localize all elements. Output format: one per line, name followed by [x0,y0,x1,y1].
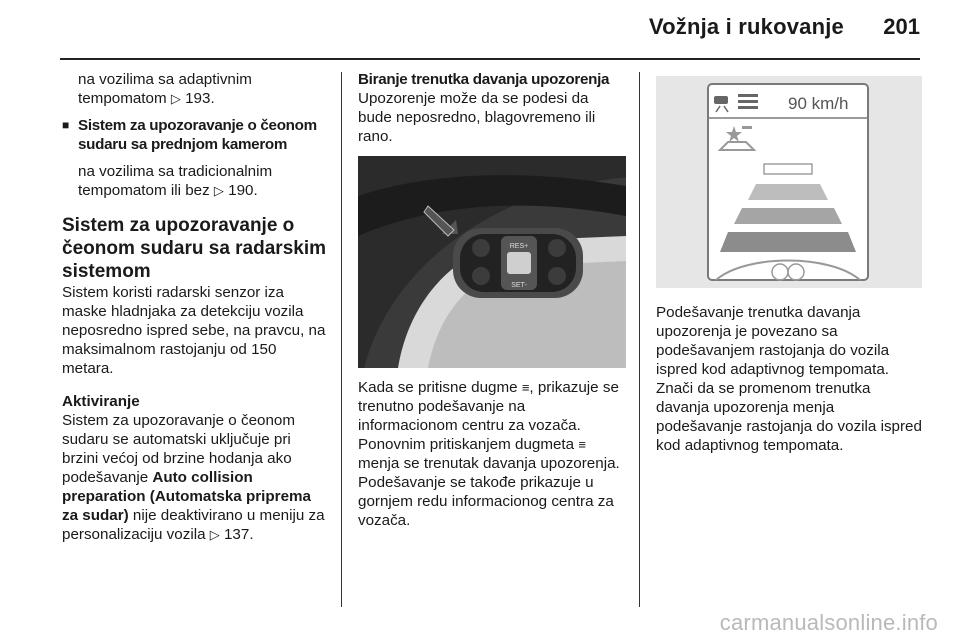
warning-timing-button-icon: ≡ [521,380,530,395]
activation-text: Sistem za upozoravanje o čeonom sudaru se automatski uključuje pri brzini većoj od brzine hodanja ako podešavanje Auto collision preparation (Automatska priprema za sudar) nije deaktivirano u meniju za personalizaciju vozila ▷ 137. [62,412,325,543]
warning-timing-button-icon: ≡ [578,437,586,452]
distance-bars-icon [738,94,758,109]
timing-intro: Upozorenje može da se podesi da bude neposredno, blagovremeno ili rano. [358,90,596,145]
cross-ref-link[interactable]: 137. [223,526,254,543]
bullet-text: Sistem za upozoravanje o čeonom sudaru sa prednjom kamerom [78,117,317,153]
column-1 [62,70,330,544]
watermark: carmanualsonline.info [719,610,938,635]
display-speed: 90 km/h [788,94,849,113]
header-divider [60,58,920,60]
svg-text:RES+: RES+ [509,243,529,250]
section-heading: Sistem za upozoravanje o čeonom sudaru sa radarskim sistemom [62,215,326,282]
column-3-body: Podešavanje trenutka davanja upozorenja je povezano sa podešavanjem rastojanja do vozila ispred kod adaptivnog tempomata. Znači da se promenom trenutka davanja upozorenja menja podešavanje rastojanja do vozila ispred kod adaptivnog tempomata. [656,304,922,454]
cross-ref-link[interactable]: 193. [185,90,215,107]
reference-arrow-icon: ▷ [170,91,181,106]
page-header [0,0,960,62]
page-number: 201 [883,14,920,39]
adaptive-cruise-note: na vozilima sa adaptivnim tempomatom ▷ 193. [78,71,252,107]
chapter-title: Vožnja i rukovanje [648,14,844,39]
svg-text:SET-: SET- [511,282,527,289]
activation-heading: Aktiviranje [62,393,140,410]
reference-arrow-icon: ▷ [209,527,220,542]
steering-wheel-illustration [358,156,626,368]
column-divider-2 [639,72,640,607]
reference-arrow-icon: ▷ [213,183,224,198]
setting-name: Auto collision preparation (Automatska priprema za sudar) [62,469,311,524]
column-divider-1 [341,72,342,607]
column-2 [358,70,626,530]
cross-ref-link[interactable]: 190. [228,182,258,199]
button-description: Kada se pritisne dugme ≡, prikazuje se trenutno podešavanje na informacionom centru za vozača. Ponovnim pritiskanjem dugmeta ≡ menja se trenutak davanja upozorenja. Podešavanje se takođe prikazuje u gornjem redu informacionog centra za vozača. [358,379,620,529]
section-body: Sistem koristi radarski senzor iza maske hladnjaka za detekciju vozila neposredno ispred sebe, na pravcu, na maksimalnom rastojanju od 150 metara. [62,284,326,377]
timing-heading: Biranje trenutka davanja upozorenja [358,71,610,88]
traditional-cruise-note: na vozilima sa tradicionalnim tempomatom ili bez ▷ 190. [78,163,273,199]
list-item [62,116,330,154]
driver-info-display-illustration [656,76,922,288]
bullet-icon: ■ [62,118,70,132]
